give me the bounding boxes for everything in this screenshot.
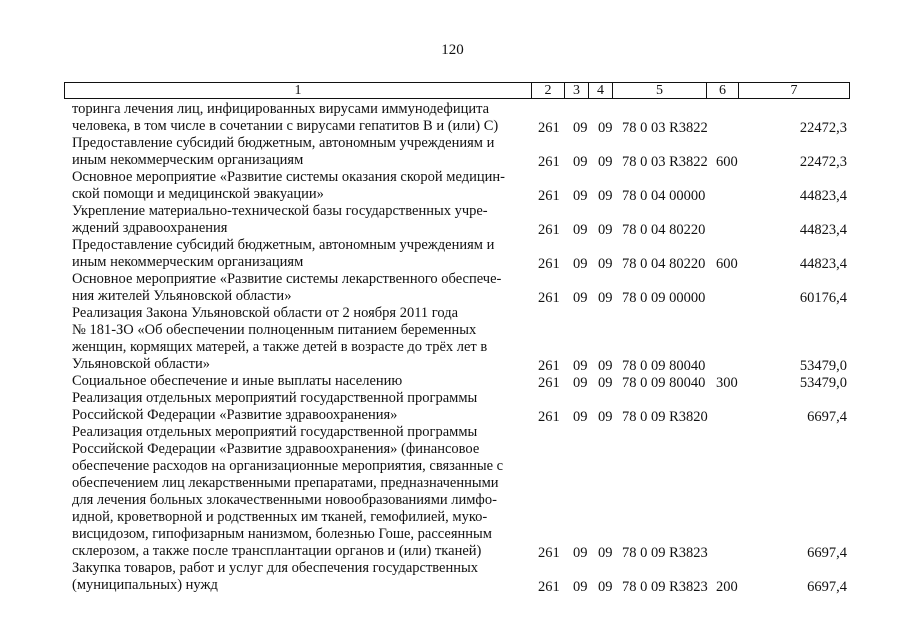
code-csr: 78 0 09 R3823 [622, 545, 708, 561]
table-row [0, 169, 905, 203]
amount-value: 6697,4 [807, 545, 847, 561]
row-description-line: Укрепление материально-технической базы государственных учре- [72, 203, 488, 219]
amount-value: 53479,0 [799, 375, 847, 391]
code-csr: 78 0 09 00000 [622, 290, 706, 306]
row-description [72, 101, 526, 135]
row-description-line: Ульяновской области» [72, 356, 211, 372]
amount-value: 22472,3 [799, 120, 847, 136]
row-description-line: висцидозом, гипофизарным нанизмом, болезнью Гоше, рассеянным [72, 526, 492, 542]
header-col-3: 3 [564, 83, 588, 98]
code-grbs: 261 [538, 375, 560, 391]
code-csr: 78 0 09 80040 [622, 358, 706, 374]
table-row [0, 203, 905, 237]
code-rz: 09 [573, 290, 588, 306]
code-pr: 09 [598, 409, 613, 425]
row-description-line: обеспечением лиц лекарственными препаратами, предназначенными [72, 475, 499, 491]
row-description-line: женщин, кормящих матерей, а также детей в возрасте до трёх лет в [72, 339, 488, 355]
code-grbs: 261 [538, 358, 560, 374]
code-vr: 600 [716, 154, 738, 170]
code-pr: 09 [598, 188, 613, 204]
code-csr: 78 0 04 80220 [622, 222, 706, 238]
page-number: 120 [441, 42, 464, 58]
code-grbs: 261 [538, 154, 560, 170]
code-pr: 09 [598, 290, 613, 306]
amount-value: 22472,3 [799, 154, 847, 170]
header-col-4: 4 [588, 83, 612, 98]
code-csr: 78 0 09 80040 [622, 375, 706, 391]
code-rz: 09 [573, 579, 588, 595]
code-grbs: 261 [538, 120, 560, 136]
table-row [0, 373, 905, 390]
code-vr: 200 [716, 579, 738, 595]
row-description-line: Реализация Закона Ульяновской области от 2 ноября 2011 года [72, 305, 459, 321]
row-description-line: человека, в том числе в сочетании с вирусами гепатитов В и (или) С) [72, 118, 499, 134]
row-description-line: Закупка товаров, работ и услуг для обеспечения государственных [72, 560, 479, 576]
code-pr: 09 [598, 222, 613, 238]
amount-value: 44823,4 [799, 222, 847, 238]
code-csr: 78 0 04 00000 [622, 188, 706, 204]
row-description-line: Предоставление субсидий бюджетным, автономным учреждениям и [72, 237, 495, 253]
code-vr: 300 [716, 375, 738, 391]
table-row [0, 271, 905, 305]
row-description-line: (муниципальных) нужд [72, 577, 218, 593]
table-row [0, 424, 905, 560]
code-rz: 09 [573, 188, 588, 204]
table-row [0, 135, 905, 169]
code-pr: 09 [598, 256, 613, 272]
header-col-1: 1 [294, 83, 302, 98]
code-pr: 09 [598, 545, 613, 561]
row-description-line: № 181-ЗО «Об обеспечении полноценным питанием беременных [72, 322, 477, 338]
row-description [72, 271, 526, 305]
amount-value: 44823,4 [799, 256, 847, 272]
row-description [72, 135, 526, 169]
code-pr: 09 [598, 579, 613, 595]
code-rz: 09 [573, 358, 588, 374]
row-description-line: склерозом, а также после трансплантации органов и (или) тканей) [72, 543, 482, 559]
table-row [0, 237, 905, 271]
code-grbs: 261 [538, 222, 560, 238]
code-rz: 09 [573, 375, 588, 391]
header-col-6: 6 [706, 83, 738, 98]
code-grbs: 261 [538, 409, 560, 425]
code-grbs: 261 [538, 579, 560, 595]
amount-value: 6697,4 [807, 579, 847, 595]
row-description [72, 390, 526, 424]
row-description-line: ждений здравоохранения [72, 220, 228, 236]
row-description-line: обеспечение расходов на организационные мероприятия, связанные с [72, 458, 504, 474]
code-grbs: 261 [538, 188, 560, 204]
code-rz: 09 [573, 256, 588, 272]
row-description [72, 373, 526, 390]
code-rz: 09 [573, 409, 588, 425]
row-description-line: идной, кроветворной и родственных им тканей, гемофилией, муко- [72, 509, 488, 525]
code-grbs: 261 [538, 290, 560, 306]
row-description [72, 305, 526, 373]
table-row [0, 305, 905, 373]
code-pr: 09 [598, 120, 613, 136]
amount-value: 44823,4 [799, 188, 847, 204]
row-description-line: Предоставление субсидий бюджетным, автономным учреждениям и [72, 135, 495, 151]
row-description-line: торинга лечения лиц, инфицированных вирусами иммунодефицита [72, 101, 490, 117]
row-description-line: ния жителей Ульяновской области» [72, 288, 292, 304]
code-rz: 09 [573, 222, 588, 238]
code-csr: 78 0 03 R3822 [622, 120, 708, 136]
code-rz: 09 [573, 545, 588, 561]
code-rz: 09 [573, 154, 588, 170]
amount-value: 60176,4 [799, 290, 847, 306]
row-description-line: иным некоммерческим организациям [72, 152, 304, 168]
amount-value: 6697,4 [807, 409, 847, 425]
table-header-row [64, 82, 850, 99]
code-vr: 600 [716, 256, 738, 272]
header-col-7: 7 [738, 83, 849, 98]
code-pr: 09 [598, 154, 613, 170]
row-description-line: Реализация отдельных мероприятий государственной программы [72, 390, 478, 406]
header-col-5: 5 [612, 83, 706, 98]
code-csr: 78 0 04 80220 [622, 256, 706, 272]
table-row [0, 560, 905, 594]
row-description-line: Российской Федерации «Развитие здравоохранения» [72, 407, 398, 423]
row-description-line: иным некоммерческим организациям [72, 254, 304, 270]
row-description [72, 237, 526, 271]
code-rz: 09 [573, 120, 588, 136]
code-pr: 09 [598, 375, 613, 391]
table-row [0, 101, 905, 135]
row-description [72, 169, 526, 203]
row-description-line: Российской Федерации «Развитие здравоохранения» (финансовое [72, 441, 480, 457]
row-description [72, 424, 526, 560]
code-pr: 09 [598, 358, 613, 374]
amount-value: 53479,0 [799, 358, 847, 374]
row-description [72, 560, 526, 594]
row-description-line: для лечения больных злокачественными новообразованиями лимфо- [72, 492, 497, 508]
header-col-2: 2 [531, 83, 564, 98]
row-description-line: Социальное обеспечение и иные выплаты населению [72, 373, 403, 389]
row-description-line: Основное мероприятие «Развитие системы лекарственного обеспече- [72, 271, 502, 287]
code-csr: 78 0 03 R3822 [622, 154, 708, 170]
code-grbs: 261 [538, 256, 560, 272]
row-description-line: Реализация отдельных мероприятий государственной программы [72, 424, 478, 440]
code-grbs: 261 [538, 545, 560, 561]
code-csr: 78 0 09 R3820 [622, 409, 708, 425]
table-row [0, 390, 905, 424]
row-description [72, 203, 526, 237]
code-csr: 78 0 09 R3823 [622, 579, 708, 595]
row-description-line: ской помощи и медицинской эвакуации» [72, 186, 324, 202]
row-description-line: Основное мероприятие «Развитие системы оказания скорой медицин- [72, 169, 505, 185]
